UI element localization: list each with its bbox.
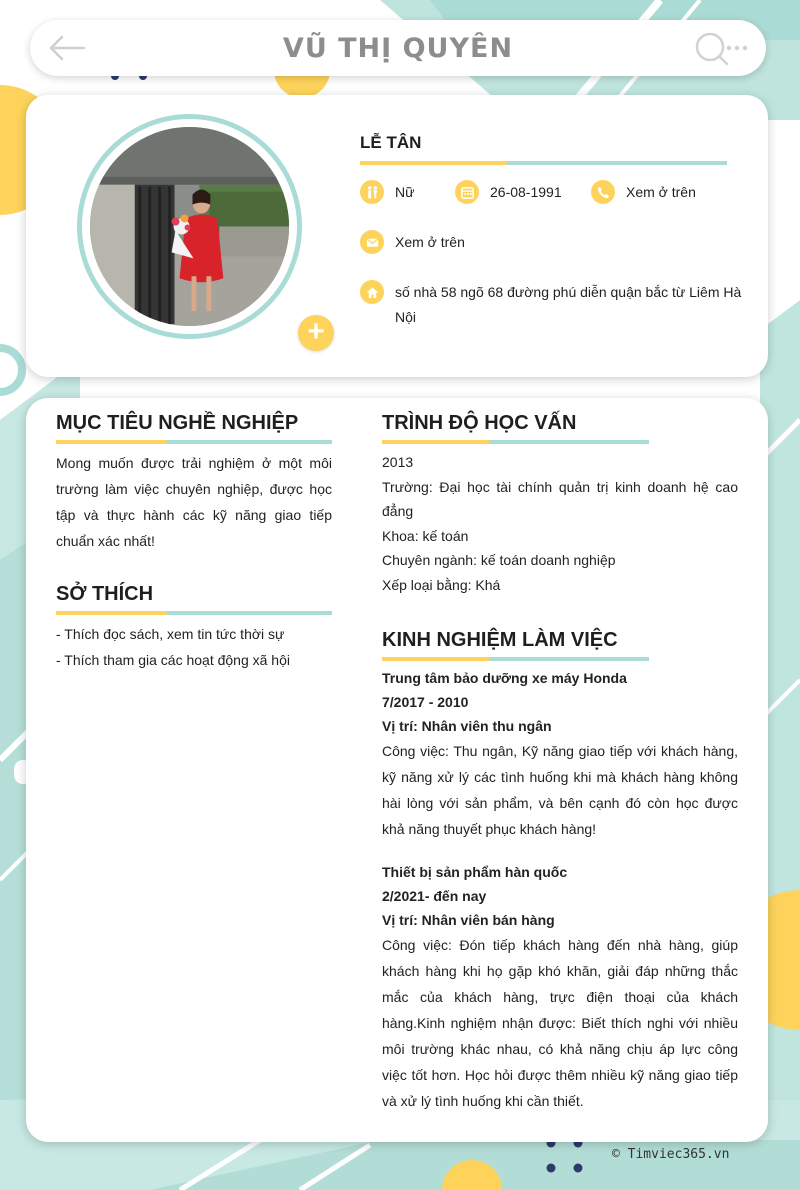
birthdate-value: 26-08-1991 — [490, 184, 562, 200]
experience-job-2 — [382, 860, 738, 1114]
education-year: 2013 — [382, 454, 414, 470]
job-description: Công việc: Thu ngân, Kỹ năng giao tiếp với khách hàng, kỹ năng xử lý các tình huống khi mà khách hàng không hài lòng với sản phẩm, và bên cạnh đó còn học được khả năng thuyết phục khách hàng! — [382, 743, 738, 837]
home-icon — [360, 280, 384, 304]
job-title-underline — [360, 161, 727, 165]
search-icon[interactable] — [694, 31, 730, 67]
experience-title: KINH NGHIỆM LÀM VIỆC — [382, 629, 618, 651]
job-period: 7/2017 - 2010 — [382, 694, 469, 710]
info-address — [360, 280, 746, 330]
info-gender — [360, 180, 414, 205]
hobbies-title: SỞ THÍCH — [56, 583, 154, 605]
education-underline — [382, 440, 649, 444]
education-major: Chuyên ngành: kế toán doanh nghiệp — [382, 552, 616, 568]
education-details — [382, 450, 738, 597]
address-value: số nhà 58 ngõ 68 đường phú diễn quận bắc từ Liêm Hà Nội — [395, 284, 742, 325]
back-arrow-icon[interactable] — [48, 34, 86, 62]
main-card — [26, 398, 768, 1142]
gender-icon — [360, 180, 384, 204]
education-title: TRÌNH ĐỘ HỌC VẤN — [382, 412, 577, 434]
add-photo-button[interactable] — [298, 315, 334, 351]
education-faculty: Khoa: kế toán — [382, 527, 469, 544]
phone-icon — [591, 180, 615, 204]
education-grade: Xếp loại bằng: Khá — [382, 576, 501, 593]
job-role: Vị trí: Nhân viên bán hàng — [382, 912, 555, 928]
education-school: Trường: Đại học tài chính quản trị kinh doanh hệ cao đẳng — [382, 478, 738, 519]
gender-value: Nữ — [395, 184, 415, 200]
objective-title: MỤC TIÊU NGHỀ NGHIỆP — [56, 412, 299, 434]
mail-icon — [360, 230, 384, 254]
plus-icon: + — [307, 315, 325, 348]
hobbies-underline — [56, 611, 332, 615]
hobby-item: - Thích tham gia các hoạt động xã hội — [56, 652, 290, 668]
email-value: Xem ở trên — [395, 234, 465, 250]
candidate-name: VŨ THỊ QUYÊN — [282, 32, 514, 64]
avatar — [77, 114, 325, 348]
phone-value: Xem ở trên — [626, 184, 696, 200]
profile-photo — [90, 127, 289, 326]
experience-job-1 — [382, 666, 738, 842]
hobby-item: - Thích đọc sách, xem tin tức thời sự — [56, 626, 285, 642]
hobbies-list — [56, 621, 332, 673]
more-dots-icon[interactable] — [726, 38, 748, 58]
header-bar — [30, 20, 766, 76]
objective-underline — [56, 440, 332, 444]
objective-text: Mong muốn được trải nghiệm ở một môi trường làm việc chuyên nghiệp, được học tập và thực hành các kỹ năng giao tiếp chuẩn xác nhất! — [56, 455, 332, 549]
info-phone — [591, 180, 696, 205]
job-company: Thiết bị sản phẩm hàn quốc — [382, 864, 568, 880]
info-email — [360, 230, 465, 255]
job-company: Trung tâm bảo dưỡng xe máy Honda — [382, 670, 627, 686]
job-title: LỄ TÂN — [360, 133, 422, 152]
brand-watermark: © Timviec365.vn — [612, 1147, 730, 1162]
job-period: 2/2021- đến nay — [382, 888, 487, 904]
info-birthdate — [455, 180, 562, 205]
experience-underline — [382, 657, 649, 661]
job-description: Công việc: Đón tiếp khách hàng đến nhà hàng, giúp khách hàng khi họ gặp khó khăn, giải đáp những thắc mắc của khách hàng, trực điện thoại của khách hàng.Kinh nghiệm nhận được: Biết thích nghi với nhiều môi trường khác nhau, có khả năng chịu áp lực công việc tốt hơn. Học hỏi được thêm nhiều kỹ năng giao tiếp và xử lý tình huống khi cần thiết. — [382, 937, 738, 1109]
job-role: Vị trí: Nhân viên thu ngân — [382, 718, 552, 734]
profile-card — [26, 95, 768, 377]
calendar-icon — [455, 180, 479, 204]
